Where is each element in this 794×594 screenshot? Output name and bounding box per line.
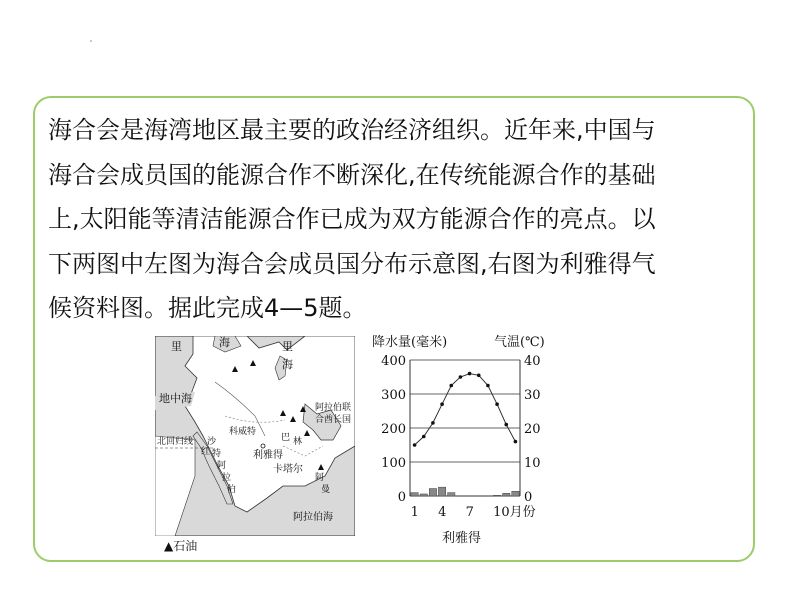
climate-chart: [366, 332, 546, 547]
map-legend: ▲石油: [164, 539, 198, 553]
map-legend-label: 石油: [173, 539, 198, 553]
map-label: 特: [212, 449, 222, 459]
paragraph-line: 海合会是海湾地区最主要的政治经济组织。近年来,中国与: [48, 116, 656, 144]
decor-dot: [90, 40, 92, 42]
precip-bar: [411, 493, 418, 496]
right-axis-label: 气温(℃): [494, 335, 545, 350]
map-label: 合酋长国: [315, 415, 352, 425]
temperature-line: [415, 374, 516, 445]
y-left-tick-label: 100: [381, 456, 406, 471]
temperature-point: [477, 374, 481, 378]
map-label: 海: [219, 336, 230, 349]
temperature-point: [495, 402, 499, 406]
map-label: 阿: [217, 461, 227, 471]
left-axis-label: 降水量(毫米): [372, 335, 448, 350]
map-label: 林: [293, 437, 303, 447]
x-axis-label: 利雅得: [442, 531, 482, 546]
paragraph-line: 候资料图。据此完成4—5题。: [48, 294, 367, 322]
map-label: 沙: [207, 437, 217, 447]
map-label: 拉: [222, 473, 232, 483]
y-left-tick-label: 200: [381, 422, 406, 437]
temperature-point: [486, 384, 490, 388]
precip-bar: [420, 494, 427, 496]
precip-bar: [493, 495, 500, 496]
y-right-tick-label: 10: [524, 456, 541, 471]
map-label: 阿: [315, 473, 325, 483]
paragraph-line: 上,太阳能等清洁能源合作已成为双方能源合作的亮点。以: [48, 205, 656, 233]
temperature-point: [468, 372, 472, 376]
map-label: 里: [282, 340, 293, 353]
map-label: 卡塔尔: [273, 464, 303, 475]
x-tick-label: 4: [438, 505, 447, 520]
map-label: 红: [201, 447, 211, 457]
temperature-point: [514, 440, 518, 444]
precip-bar: [503, 493, 510, 496]
map-label: 伯: [227, 485, 237, 495]
gcc-map: [155, 336, 355, 536]
temperature-point: [440, 402, 444, 406]
temperature-point: [422, 435, 426, 439]
y-right-tick-label: 40: [524, 354, 541, 369]
map-label: 海: [282, 358, 293, 371]
paragraph-line: 下两图中左图为海合会成员国分布示意图,右图为利雅得气: [48, 249, 656, 278]
map-label: 曼: [321, 485, 331, 495]
y-right-tick-label: 0: [524, 490, 533, 505]
precip-bar: [448, 493, 455, 496]
y-left-tick-label: 0: [397, 490, 406, 505]
map-label: 利雅得: [253, 450, 283, 461]
y-right-tick-label: 30: [524, 388, 541, 403]
map-label: 科威特: [229, 427, 257, 437]
question-paragraph: [48, 108, 748, 331]
map-label: 地中海: [159, 392, 192, 405]
y-left-tick-label: 400: [381, 354, 406, 369]
precip-bar: [512, 491, 519, 496]
temperature-point: [431, 421, 435, 425]
map-label: 巴: [281, 433, 291, 443]
temperature-point: [504, 423, 508, 427]
map-label: 阿拉伯联: [315, 403, 352, 413]
precip-bar: [429, 489, 436, 496]
map-label: 阿拉伯海: [293, 512, 333, 523]
x-tick-label: 7: [465, 505, 474, 520]
temperature-point: [413, 443, 417, 447]
y-left-tick-label: 300: [381, 388, 406, 403]
temperature-point: [449, 384, 453, 388]
x-tick-label: 10月份: [493, 505, 536, 520]
y-right-tick-label: 20: [524, 422, 541, 437]
paragraph-line: 海合会成员国的能源合作不断深化,在传统能源合作的基础: [48, 160, 656, 189]
temperature-point: [459, 375, 463, 379]
precip-bar: [438, 487, 445, 496]
x-tick-label: 1: [410, 505, 419, 520]
map-label: 北回归线: [157, 437, 194, 447]
map-label: 里: [171, 340, 182, 353]
